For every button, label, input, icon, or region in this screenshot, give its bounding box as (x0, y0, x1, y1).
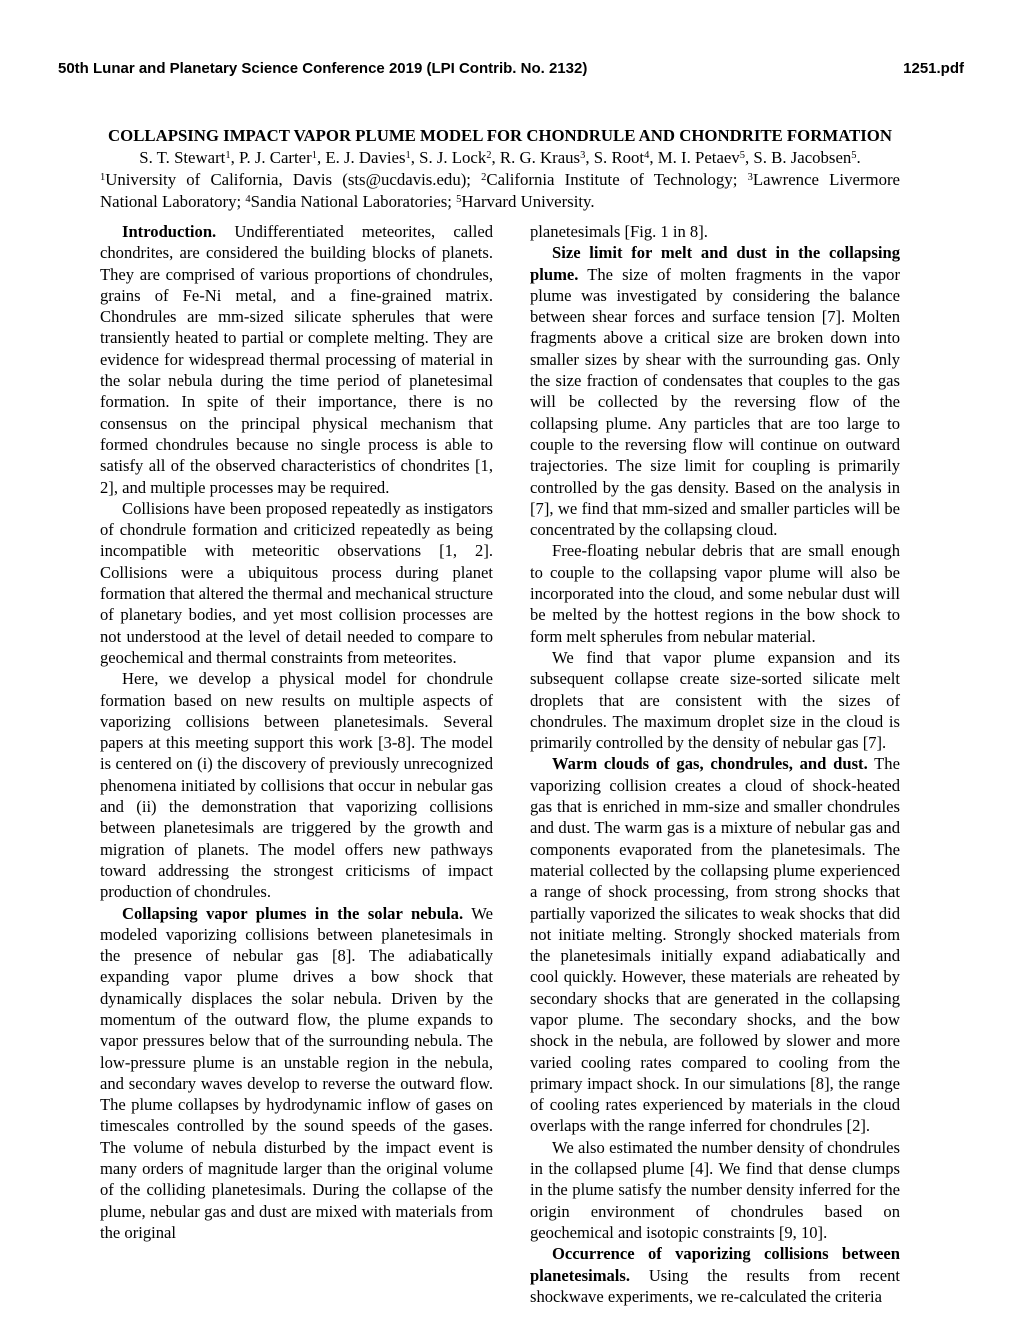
author-superscript: 4 (644, 150, 650, 162)
author-segment: , R. G. Kraus (491, 148, 581, 167)
affiliation-segment: University of California, Davis (sts@ucdavis.edu); (105, 170, 482, 189)
paragraph-free-floating (530, 540, 900, 646)
author-segment: , S. B. Jacobsen (745, 148, 852, 167)
author-segment: , M. I. Petaev (649, 148, 740, 167)
section-heading: Size limit for melt and dust in the collapsing plume. (530, 243, 900, 284)
affiliation-superscript: 4 (245, 194, 251, 206)
paragraph-size-sorted (530, 647, 900, 753)
paragraph-collisions (100, 498, 493, 668)
paragraph-model (100, 668, 493, 902)
paragraph-warm-clouds (530, 753, 900, 1136)
affiliation-list (100, 169, 900, 213)
affiliation-segment: California Institute of Technology; (486, 170, 748, 189)
left-column (100, 221, 493, 1307)
running-header (58, 60, 964, 77)
paragraph-text: We also estimated the number density of chondrules in the collapsed plume [4]. We find that dense clumps in the plume satisfy the number density inferred for the origin environment of chondrules based on geochemical and isotopic constraints [9, 10]. (530, 1137, 900, 1242)
author-superscript: 1 (311, 150, 317, 162)
paragraph-text: Undifferentiated meteorites, called chondrites, are considered the building blocks of planets. They are comprised of various proportions of chondrules, grains of Fe-Ni metal, and a fine-grained matrix. Chondrules are mm-sized silicate spherules that were transiently heated to partial or complete melting. They are evidence for widespread thermal processing of material in the solar nebula during the time period of planetesimal formation. In spite of their importance, there is no consensus on the principal physical mechanism that formed chondrules because no single process is able to satisfy all of the observed characteristics of chondrites [1, 2], and multiple processes may be required. (100, 222, 493, 497)
author-superscript: 5 (851, 150, 857, 162)
paragraph-text: planetesimals [Fig. 1 in 8]. (530, 222, 708, 241)
author-superscript: 3 (580, 150, 586, 162)
paragraph-occurrence (530, 1243, 900, 1307)
affiliation-segment: Harvard University. (461, 192, 595, 211)
affiliation-superscript: 5 (456, 194, 462, 206)
paragraph-text: Free-floating nebular debris that are small enough to couple to the collapsing vapor plume will also be incorporated into the cloud, and some nebular dust will be melted by the hottest regions in the bow shock to form melt spherules from nebular material. (530, 541, 900, 646)
author-superscript: 1 (405, 150, 411, 162)
author-list (100, 147, 900, 169)
author-segment: S. T. Stewart (139, 148, 226, 167)
paper-title: COLLAPSING IMPACT VAPOR PLUME MODEL FOR CHONDRULE AND CHONDRITE FORMATION (108, 126, 892, 145)
section-heading: Warm clouds of gas, chondrules, and dust. (552, 754, 868, 774)
heading-block (100, 125, 900, 213)
author-segment: , S. J. Lock (410, 148, 487, 167)
paragraph-collapsing-plumes (100, 903, 493, 1244)
right-column (530, 221, 900, 1307)
paragraph-text: We modeled vaporizing collisions between planetesimals in the presence of nebular gas [8]. The adiabatically expanding vapor plume drives a bow shock that dynamically displaces the solar nebula. Driven by the momentum of the outward flow, the plume expands to vapor pressures below that of the surrounding nebula. The low-pressure plume is an unstable region in the nebula, and secondary waves develop to reverse the outward flow. The plume collapses by hydrodynamic inflow of gases on timescales controlled by the sound speeds of the gases. The volume of nebula disturbed by the impact event is many orders of magnitude larger than the original volume of the colliding planetesimals. During the collapse of the plume, nebular gas and dust are mixed with materials from the original (100, 903, 493, 1242)
filename-label: 1251.pdf (903, 60, 964, 77)
paragraph-number-density (530, 1137, 900, 1243)
paragraph-text: The size of molten fragments in the vapor plume was investigated by considering the balance between shear forces and surface tension [7]. Molten fragments above a critical size are broken down into smaller sizes by shear with the surrounding gas. Only the size fraction of condensates that couples to the gas will be collected by the reversing flow of the collapsing plume. Any particles that are too large to couple to the reversing flow will continue on outward trajectories. The size limit for coupling is primarily controlled by the gas density. Based on the analysis in [7], we find that mm-sized and smaller particles will be concentrated by the collapsing cloud. (530, 264, 900, 540)
paragraph-text: We find that vapor plume expansion and its subsequent collapse create size-sorted silicate melt droplets that are consistent with the sizes of chondrules. The maximum droplet size in the cloud is primarily controlled by the density of nebular gas [7]. (530, 647, 900, 753)
paragraph-text: The vaporizing collision creates a cloud of shock-heated gas that is enriched in mm-size and smaller chondrules and dust. The warm gas is a mixture of nebular gas and components evaporated from the planetesimals. The material collected by the collapsing plume experienced a range of shock processing, from strong shocks that partially vaporized the silicates to weak shocks that did not initiate melting. Strongly shocked materials from the planetesimals initially expand adiabatically and cool quickly. However, these materials are reheated by secondary shocks that are generated in the collapsing vapor plume. The secondary shocks, and the bow shock in the nebula, are followed by slower and more varied cooling rates compared to cooling from the primary impact shock. In our simulations [8], the range of cooling rates experienced by materials in the cloud overlaps with the range inferred for chondrules [2]. (530, 754, 900, 1136)
paragraph-text: Collisions have been proposed repeatedly as instigators of chondrule formation and criticized repeatedly as being incompatible with meteoritic observations [1, 2]. Collisions were a ubiquitous process during planet formation that altered the thermal and mechanical structure of planetary bodies, and yet most collision processes are not understood at the level of detail needed to compare to geochemical and thermal constraints from meteorites. (100, 498, 494, 667)
author-segment: , S. Root (585, 148, 645, 167)
author-segment: , E. J. Davies (316, 148, 406, 167)
body-columns (100, 221, 900, 1307)
affiliation-segment: Sandia National Laboratories; (250, 192, 457, 211)
affiliation-superscript: 3 (747, 172, 753, 184)
section-heading: Occurrence of vaporizing collisions between planetesimals. (530, 1244, 900, 1285)
author-superscript: 5 (739, 150, 746, 162)
section-heading: Introduction. (122, 222, 217, 241)
conference-label: 50th Lunar and Planetary Science Conference 2019 (LPI Contrib. No. 2132) (58, 60, 588, 77)
author-superscript: 1 (225, 150, 231, 162)
paragraph-text: Using the results from recent shockwave experiments, we re-calculated the criteria (530, 1265, 900, 1306)
paragraph-text: Here, we develop a physical model for chondrule formation based on new results on multiple aspects of vaporizing collisions between planetesimals. Several papers at this meeting support this work [3-8]. The model is centered on (i) the discovery of previously unrecognized phenomena initiated by collisions that occur in nebular gas and (ii) the demonstration that vaporizing collisions between planetesimals are triggered by the growth and migration of planets. The model offers new pathways toward addressing the strongest criticisms of impact production of chondrules. (100, 669, 493, 902)
author-segment: . (856, 148, 861, 167)
section-heading: Collapsing vapor plumes in the solar nebula. (122, 903, 464, 923)
affiliation-superscript: 2 (481, 172, 487, 184)
paragraph-size-limit (530, 242, 900, 540)
paragraph-introduction (100, 221, 493, 498)
paragraph-continuation (530, 221, 900, 242)
affiliation-superscript: 1 (100, 172, 106, 184)
author-segment: , P. J. Carter (230, 148, 312, 167)
affiliation-segment: Lawrence Livermore National Laboratory; (100, 170, 900, 211)
author-superscript: 2 (486, 150, 492, 162)
